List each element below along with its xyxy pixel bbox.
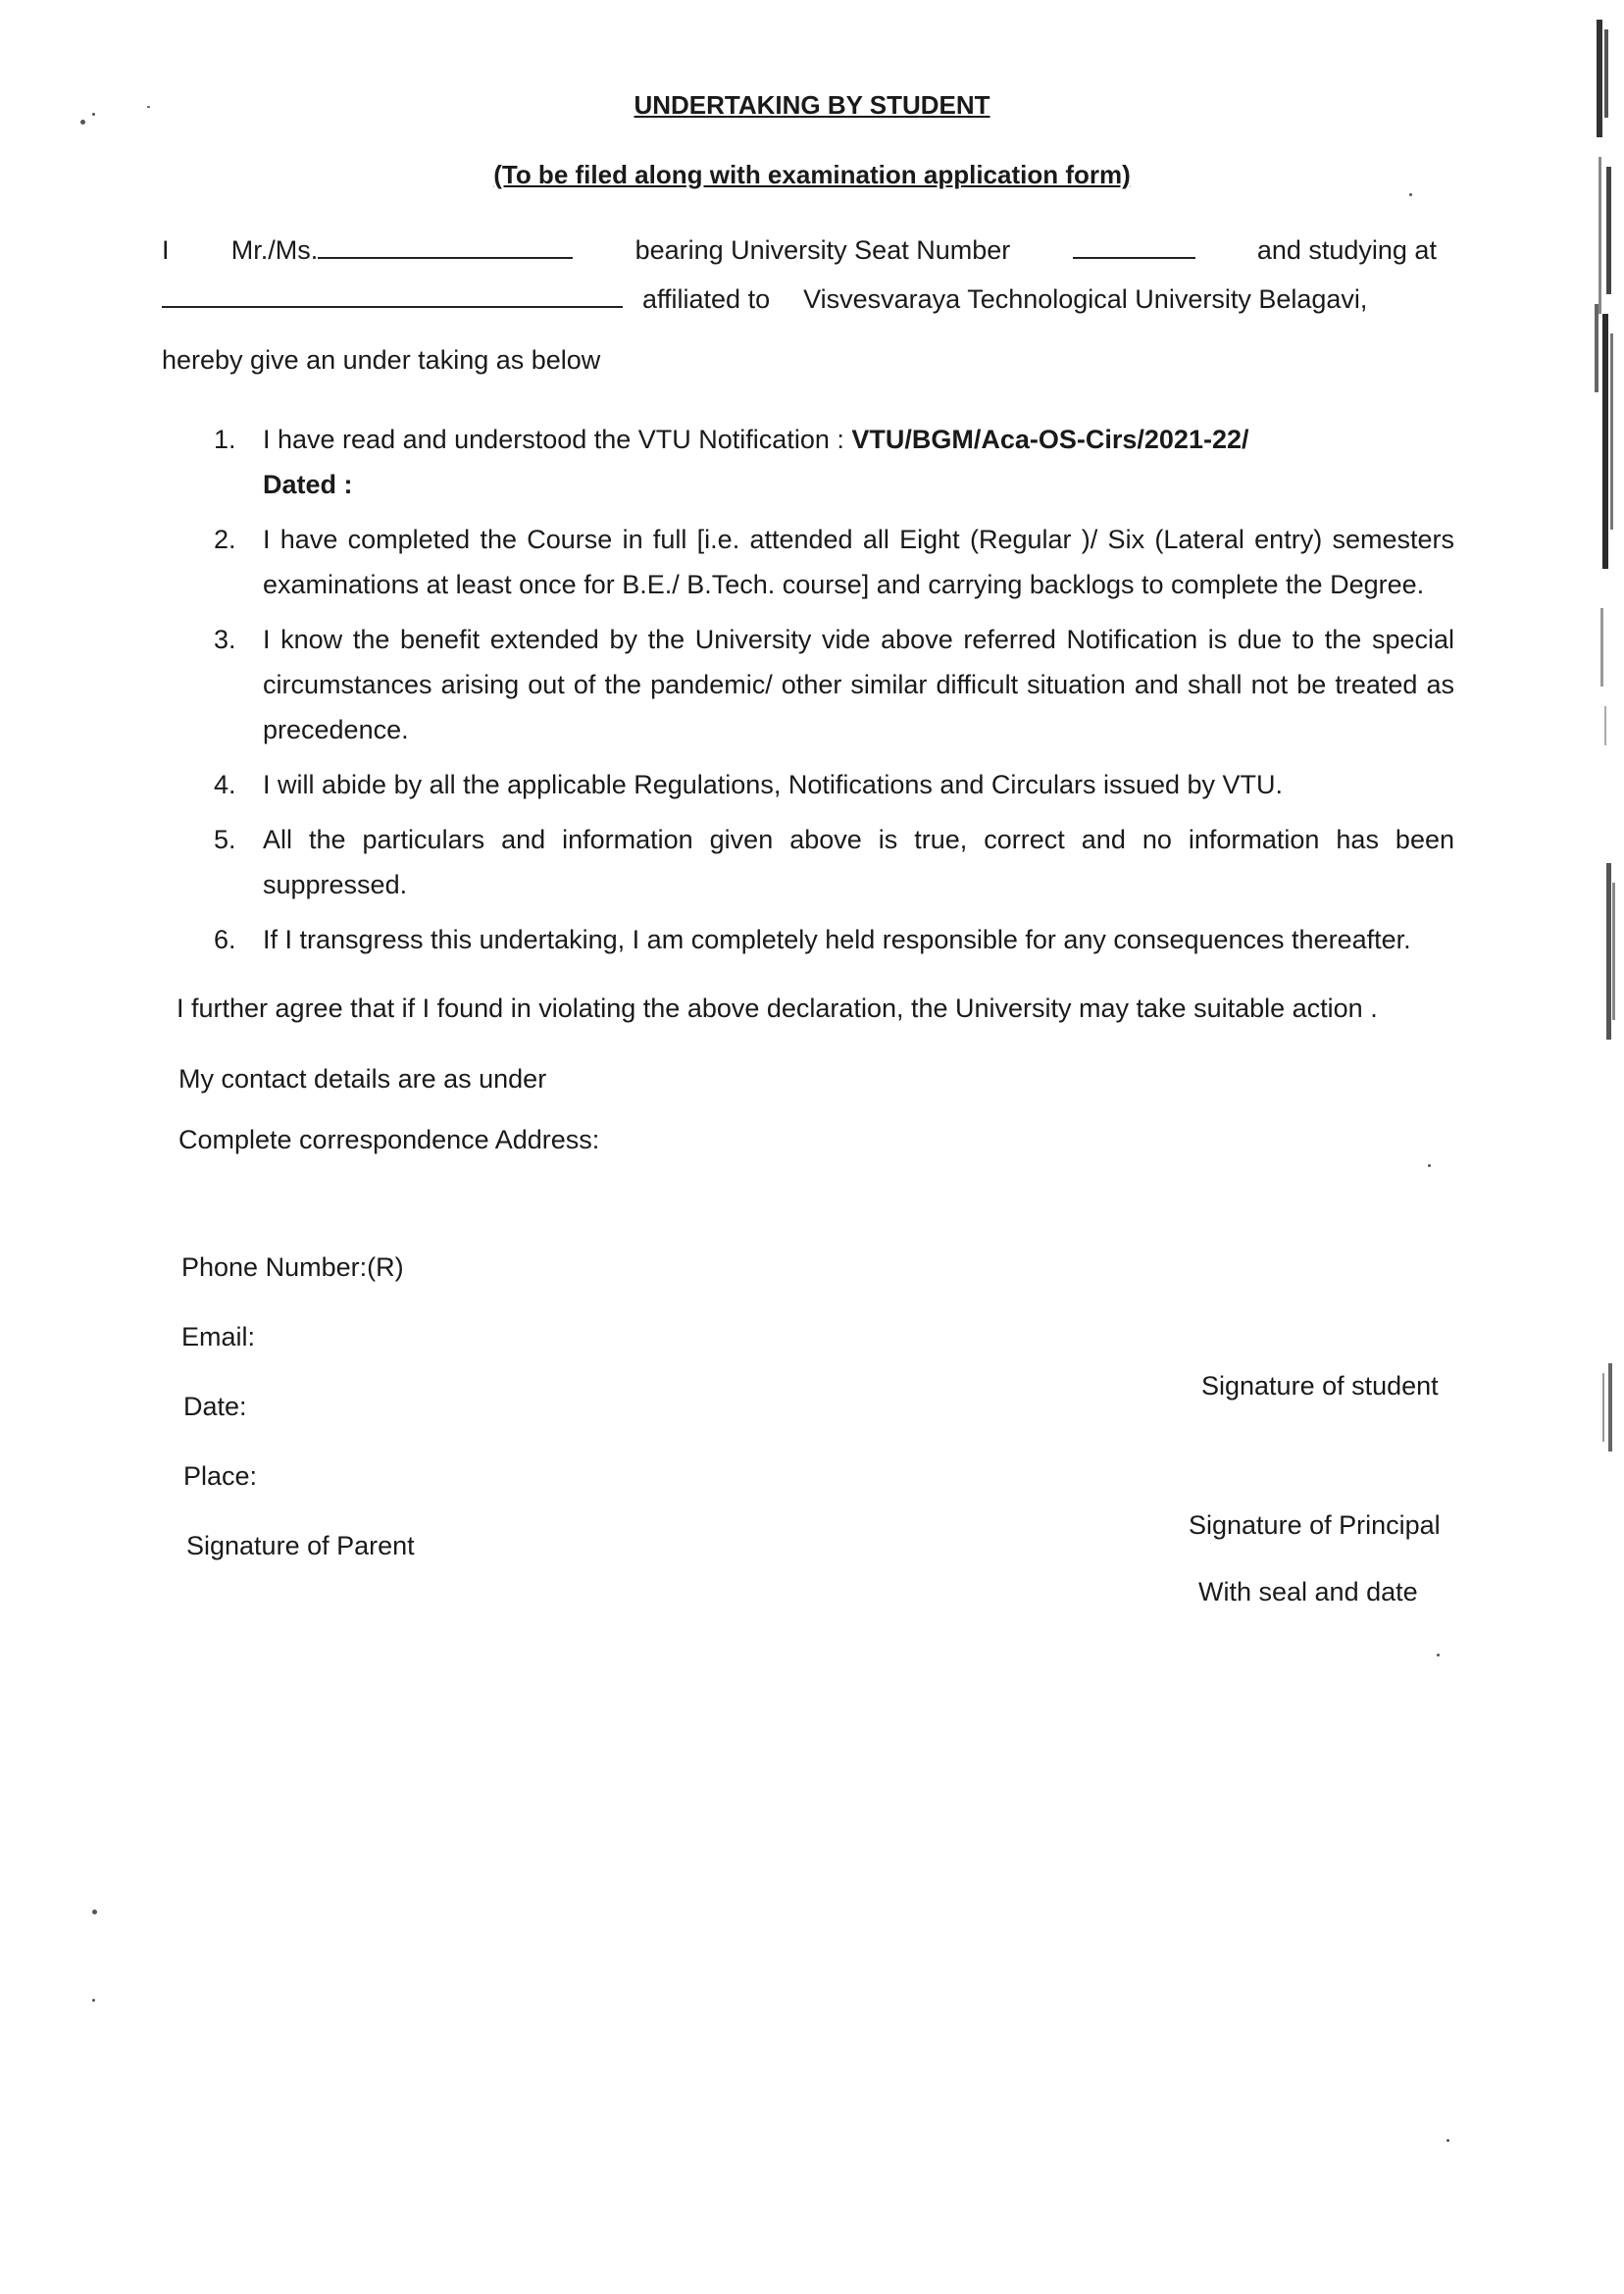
student-signature-label: Signature of student (1201, 1371, 1439, 1401)
name-field-group (231, 235, 574, 266)
scan-speck (92, 1910, 97, 1914)
college-blank[interactable] (162, 305, 623, 308)
scan-edge-artifact (1577, 20, 1624, 1452)
salutation-label: Mr./Ms. (230, 235, 319, 265)
date-label: Date: (183, 1392, 247, 1421)
list-item (214, 917, 1454, 962)
list-item (214, 762, 1454, 807)
seat-number-blank[interactable] (1073, 256, 1195, 259)
intro-line-3: hereby give an under taking as below (162, 345, 601, 375)
studying-at-label: and studying at (1256, 235, 1437, 265)
item-text: All the particulars and information given above is true, correct and no information has been suppressed. (263, 825, 1454, 899)
intro-lead: I (162, 235, 170, 265)
notification-reference: VTU/BGM/Aca-OS-Cirs/2021-22/ (851, 425, 1249, 454)
item-number: 5. (214, 825, 236, 854)
scan-speck (1446, 2139, 1449, 2142)
item-number: 2. (214, 525, 236, 554)
intro-line-2 (162, 284, 1437, 315)
scan-speck (92, 113, 95, 116)
dated-label: Dated : (263, 470, 353, 499)
undertaking-list (214, 417, 1454, 972)
scan-speck (1409, 193, 1412, 196)
intro-line-1 (162, 235, 1437, 266)
item-text: I will abide by all the applicable Regulations, Notifications and Circulars issued by VTU. (263, 770, 1284, 799)
item-text (263, 417, 1454, 507)
list-item (214, 517, 1454, 607)
item-number: 6. (214, 925, 236, 954)
item-1-text: I have read and understood the VTU Notification : (263, 425, 852, 454)
document-subtitle: (To be filed along with examination application form) (493, 160, 1131, 189)
item-number: 1. (214, 425, 236, 454)
university-name: Visvesvaraya Technological University Belagavi, (803, 284, 1368, 314)
item-text: I know the benefit extended by the University vide above referred Notification is due to the special circumstances arising out of the pandemic/ other similar difficult situation and shall not be treated as precedence. (263, 625, 1454, 744)
item-text: I have completed the Course in full [i.e. attended all Eight (Regular )/ Six (Lateral entry) semesters examinations at least once for B.E./ B.Tech. course] and carrying backlogs to complete the Degree. (263, 525, 1454, 599)
list-item (214, 817, 1454, 907)
item-number: 3. (214, 625, 236, 654)
scan-speck (1428, 1164, 1431, 1167)
name-blank[interactable] (318, 256, 573, 259)
item-number: 4. (214, 770, 236, 799)
email-label: Email: (181, 1322, 256, 1351)
scan-speck (92, 1999, 95, 2002)
principal-signature-label: Signature of Principal (1189, 1510, 1441, 1540)
contact-intro: My contact details are as under (178, 1064, 547, 1094)
list-item (214, 417, 1454, 507)
address-label: Complete correspondence Address: (178, 1125, 600, 1154)
parent-signature-label: Signature of Parent (186, 1531, 415, 1560)
scan-speck (147, 106, 150, 108)
further-agreement: I further agree that if I found in violating the above declaration, the University may take suitable action . (177, 994, 1378, 1023)
phone-label: Phone Number:(R) (181, 1252, 404, 1282)
scan-speck (80, 120, 85, 125)
scan-speck (1437, 1654, 1440, 1657)
list-item (214, 617, 1454, 752)
seat-number-label: bearing University Seat Number (634, 235, 1011, 265)
document-title: UNDERTAKING BY STUDENT (634, 90, 990, 120)
item-text: If I transgress this undertaking, I am completely held responsible for any consequences thereafter. (263, 925, 1411, 954)
place-label: Place: (183, 1461, 258, 1491)
affiliated-label: affiliated to (642, 284, 771, 314)
seal-date-label: With seal and date (1198, 1577, 1418, 1606)
